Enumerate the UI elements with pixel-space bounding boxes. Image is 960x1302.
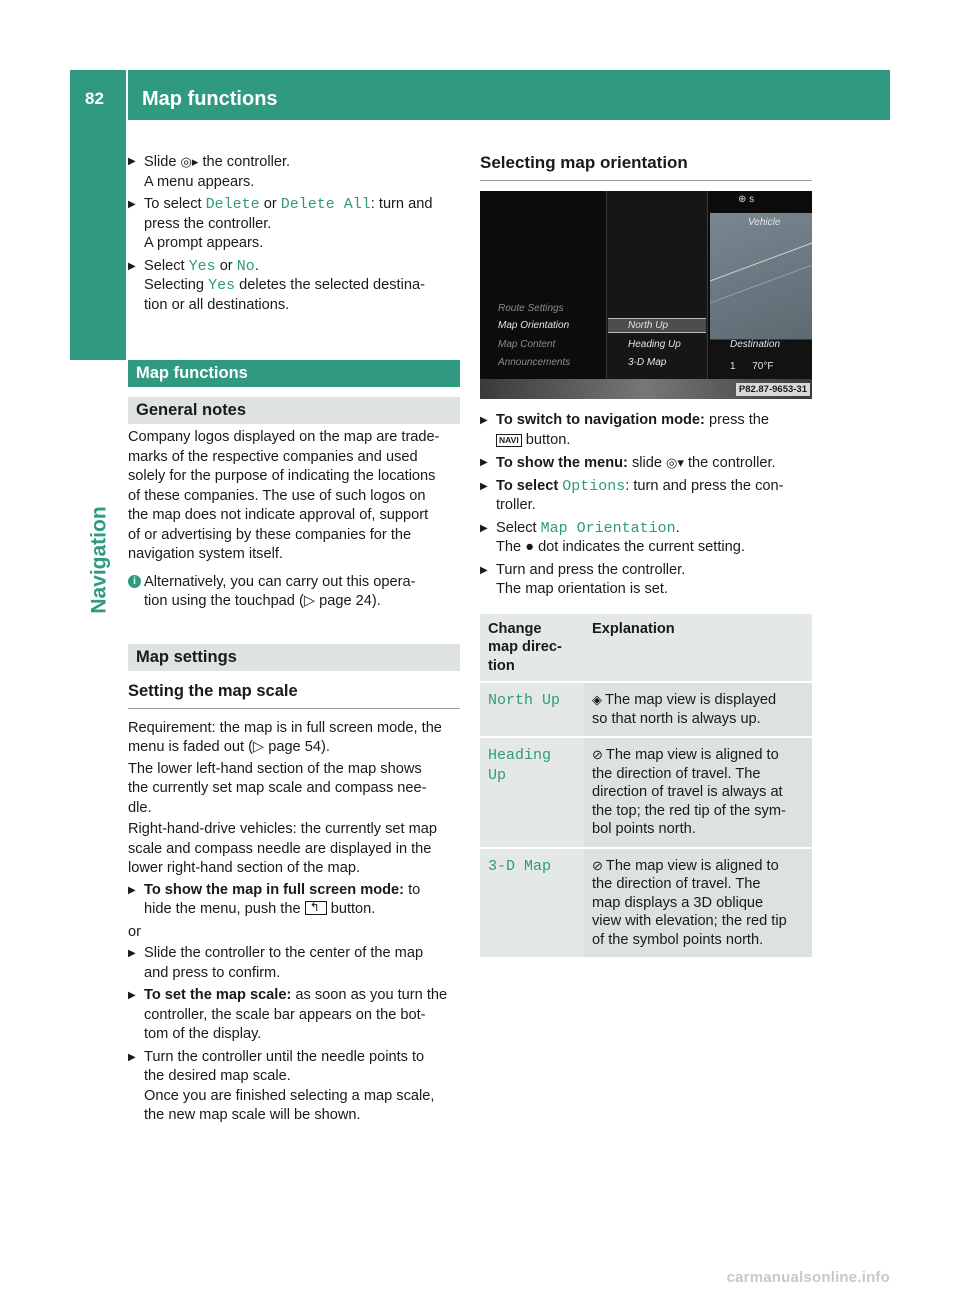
step-arrow-icon [480, 561, 488, 581]
step-text: or [215, 257, 237, 274]
text-line: The map view is aligned to [605, 747, 779, 763]
info-note [128, 573, 460, 612]
info-icon: i [128, 575, 141, 588]
step-result: Once you are finished selecting a map scale, [144, 1087, 435, 1104]
text-line: Alternatively, you can carry out this opera- [144, 573, 416, 590]
table-row [480, 737, 812, 848]
page-title: Map functions [142, 88, 278, 110]
step-text: or [259, 196, 281, 212]
step-title: To select [496, 477, 559, 494]
text-line: direction of travel is always at [592, 784, 783, 800]
text-line: The lower left-hand section of the map shows [128, 760, 422, 777]
step-text: press the [704, 412, 770, 428]
text-line: of these companies. The use of such logos on [128, 487, 426, 504]
text-line: The map view is aligned to [605, 857, 779, 874]
screen-status-line: 1 70°F [730, 361, 774, 372]
page-link[interactable]: tion using the touchpad (▷ page 24). [144, 593, 381, 609]
subsection-heading-map-scale: Setting the map scale [128, 680, 460, 709]
heading-up-icon: ⊘ [592, 747, 603, 762]
screen-menu-item: Map Content [498, 339, 556, 350]
compass-icon: ⊕ s [738, 194, 755, 205]
text-line: the direction of travel. The [592, 876, 761, 892]
screen-map-preview [710, 213, 812, 339]
step-text: tom of the display. [144, 1026, 262, 1042]
text-line: navigation system itself. [128, 546, 283, 562]
option-heading-up: Heading Up [488, 747, 552, 784]
orientation-table [480, 614, 812, 958]
text-line: the direction of travel. The [592, 765, 761, 782]
table-row [480, 682, 812, 737]
step-title: To switch to navigation mode: [496, 412, 705, 428]
step-result: The ● dot indicates the current setting. [496, 539, 745, 555]
step-text: tion or all destinations. [144, 296, 290, 313]
text-line: scale and compass needle are displayed in the [128, 840, 432, 857]
step-text: slide [627, 455, 667, 471]
step-text: . [254, 257, 259, 274]
text-line: solely for the purpose of indicating the locations [128, 468, 436, 484]
text-line: view with elevation; the red tip [592, 913, 787, 929]
header-line: tion [488, 657, 515, 674]
step-show-menu [480, 453, 812, 474]
text-line: the map does not indicate approval of, support [128, 507, 429, 523]
step-select-map-orientation [480, 519, 812, 558]
screen-sub-item: 3-D Map [628, 357, 667, 368]
table-cell-change [480, 848, 584, 958]
table-cell-explanation [584, 682, 812, 737]
step-text: the controller. [683, 455, 776, 471]
text-line: so that north is always up. [592, 710, 761, 727]
navi-key-icon: NAVI [496, 434, 522, 447]
step-arrow-icon [480, 477, 488, 497]
screen-vehicle-label: Vehicle [748, 217, 781, 228]
screen-menu-item: Announcements [498, 357, 571, 368]
general-notes-paragraph [128, 428, 460, 565]
step-result: A prompt appears. [144, 235, 264, 251]
step-text: Turn and press the controller. [496, 561, 686, 578]
step-slide-center [128, 944, 460, 983]
step-text: deletes the selected destina- [235, 277, 425, 293]
sidebar-label [84, 495, 114, 625]
step-set-scale [128, 986, 460, 1045]
step-text: Select [496, 519, 541, 536]
step-title: To show the menu: [496, 455, 628, 471]
table-cell-change [480, 682, 584, 737]
step-text: . [675, 519, 680, 536]
step-text: troller. [496, 497, 536, 513]
step-slide [128, 152, 460, 192]
step-arrow-icon [480, 453, 488, 473]
display-screenshot [480, 191, 812, 399]
right-column [480, 152, 812, 957]
step-text: controller, the scale bar appears on the bot- [144, 1006, 426, 1023]
step-text: To select [144, 196, 206, 212]
step-turn-controller [128, 1048, 460, 1126]
step-title: To show the map in full screen mode: [144, 881, 405, 898]
step-arrow-icon [480, 411, 488, 431]
step-navigation-mode [480, 411, 812, 450]
footer-watermark[interactable]: carmanualsonline.info [726, 1269, 890, 1286]
menu-option-no: No [236, 257, 255, 275]
table-row [480, 848, 812, 958]
table-cell-explanation [584, 737, 812, 848]
step-result: A menu appears. [144, 173, 255, 190]
sidebar-label-text: Navigation [87, 506, 111, 614]
left-column [128, 152, 460, 1129]
menu-option-options: Options [562, 477, 626, 495]
step-arrow-icon [128, 152, 136, 172]
step-full-screen [128, 881, 460, 920]
step-text: as soon as you turn the [291, 987, 448, 1003]
step-arrow-icon [128, 986, 136, 1006]
menu-option-yes: Yes [188, 257, 216, 275]
screen-sub-item-selected: North Up [628, 320, 669, 331]
step-text: button. [326, 901, 376, 917]
text-line: of or advertising by these companies for the [128, 526, 412, 543]
screen-menu-item: Route Settings [498, 303, 564, 314]
text-line: Requirement: the map is in full screen mode, the [128, 719, 442, 736]
figure-reference: P82.87-9653-31 [736, 383, 810, 396]
step-text: : turn and press the con- [625, 477, 784, 494]
header-line: Change [488, 620, 542, 637]
header-line: map direc- [488, 639, 562, 655]
text-line: lower right-hand section of the map. [128, 860, 361, 876]
section-heading-map-orientation: Selecting map orientation [480, 152, 812, 181]
controller-slide-down-icon: ◎▾ [666, 455, 684, 470]
step-text: Slide the controller to the center of the map [144, 945, 424, 961]
text-line: the top; the red tip of the sym- [592, 802, 786, 819]
page-header [70, 70, 890, 120]
step-select-yes-no [128, 257, 460, 316]
step-text: Selecting [144, 277, 209, 293]
north-up-icon: ◈ [592, 692, 602, 707]
step-turn-press [480, 561, 812, 600]
step-text: press the controller. [144, 215, 272, 232]
menu-option-delete: Delete [205, 196, 260, 213]
step-arrow-icon [128, 881, 136, 901]
menu-option-yes: Yes [208, 277, 236, 294]
step-text: and press to confirm. [144, 964, 281, 981]
step-text: Slide [144, 154, 181, 170]
step-result: The map orientation is set. [496, 581, 668, 597]
step-select-delete [128, 195, 460, 254]
text-line: dle. [128, 799, 152, 816]
step-text: Turn the controller until the needle points to [144, 1048, 425, 1065]
table-cell-explanation [584, 848, 812, 958]
step-result: the new map scale will be shown. [144, 1107, 361, 1123]
table-cell-change [480, 737, 584, 848]
step-text: Select [144, 257, 189, 274]
step-arrow-icon [128, 1048, 136, 1068]
screen-menu-item-selected: Map Orientation [498, 320, 570, 331]
step-text: the desired map scale. [144, 1068, 291, 1084]
3d-map-icon: ⊘ [592, 857, 603, 873]
screen-sub-item: Heading Up [628, 339, 681, 350]
menu-option-delete-all: Delete All [280, 196, 371, 213]
text-line: the currently set map scale and compass nee- [128, 780, 427, 796]
menu-option-map-orientation: Map Orientation [540, 519, 676, 537]
section-heading-map-settings: Map settings [128, 644, 460, 671]
screen-destination-label: Destination [730, 339, 781, 350]
text-line: The map view is displayed [605, 692, 777, 708]
step-text: hide the menu, push the [144, 901, 305, 917]
section-heading-general-notes: General notes [128, 397, 460, 424]
controller-slide-icon: ◎▸ [180, 154, 199, 169]
page-number: 82 [85, 89, 104, 108]
table-header-change [480, 614, 584, 683]
option-3d-map: 3-D Map [488, 857, 552, 875]
sidebar-tab [70, 120, 126, 360]
table-header-explanation: Explanation [584, 614, 812, 683]
step-arrow-icon [480, 519, 488, 539]
step-arrow-icon [128, 195, 136, 215]
option-north-up: North Up [488, 692, 561, 709]
step-text: to [404, 881, 421, 898]
section-heading-map-functions: Map functions [128, 360, 460, 387]
header-divider [126, 70, 128, 120]
text-line: of the symbol points north. [592, 931, 764, 948]
text-line: bol points north. [592, 821, 696, 837]
step-text: : turn and [370, 196, 433, 212]
text-line: marks of the respective companies and used [128, 448, 418, 465]
text-line: Company logos displayed on the map are trade- [128, 429, 440, 445]
map-road-lines [710, 213, 812, 339]
step-select-options [480, 477, 812, 516]
text-line: Right-hand-drive vehicles: the currently set map [128, 821, 438, 837]
step-arrow-icon [128, 257, 136, 277]
step-title: To set the map scale: [144, 987, 292, 1003]
step-text: the controller. [198, 154, 291, 170]
page-link[interactable]: menu is faded out (▷ page 54). [128, 739, 330, 755]
step-text: button. [521, 431, 571, 448]
step-arrow-icon [128, 944, 136, 964]
text-line: map displays a 3D oblique [592, 894, 764, 911]
back-button-icon [305, 901, 327, 915]
table-header-row [480, 614, 812, 683]
or-text: or [128, 923, 141, 940]
